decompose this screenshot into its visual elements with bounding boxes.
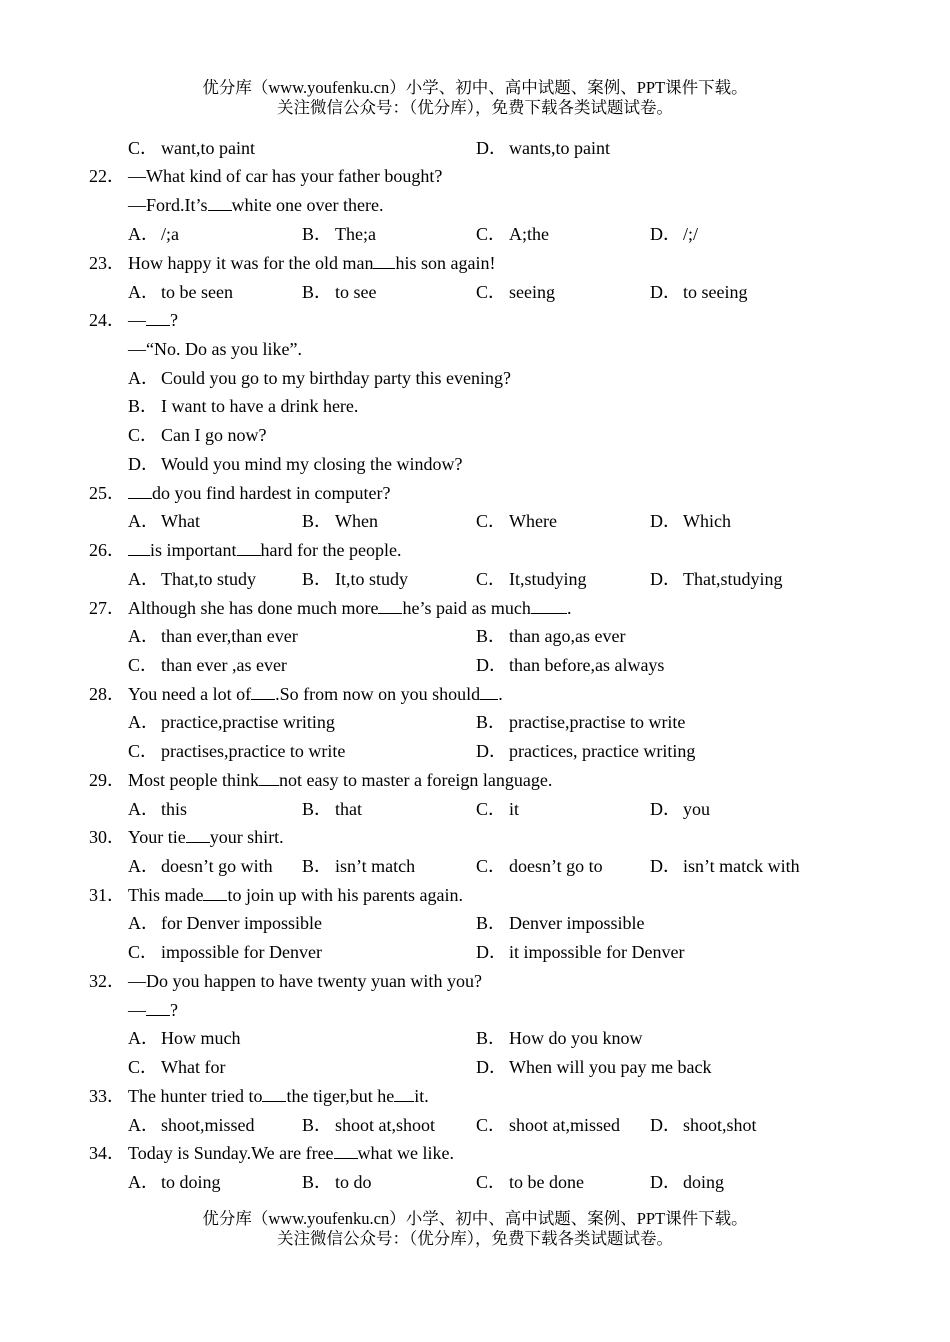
option-b[interactable]: B． When xyxy=(302,511,378,531)
answer-blank xyxy=(237,539,261,556)
option-c[interactable]: C． seeing xyxy=(476,282,555,302)
question-number: 23． xyxy=(89,253,125,273)
question-stem: —Do you happen to have twenty yuan with you? xyxy=(128,971,482,991)
option-c[interactable]: C． to be done xyxy=(476,1172,584,1192)
question-stem: Most people think not easy to master a foreign language. xyxy=(128,770,553,790)
page-header xyxy=(0,78,950,118)
option-d[interactable]: D． you xyxy=(650,799,710,819)
option-b[interactable]: B． The;a xyxy=(302,224,376,244)
option-c[interactable]: C． What for xyxy=(128,1057,226,1077)
question-stem: is important hard for the people. xyxy=(128,539,401,561)
option-a[interactable]: A． /;a xyxy=(128,224,179,244)
page-footer xyxy=(0,1209,950,1249)
footer-line-1: 优分库（www.youfenku.cn）小学、初中、高中试题、案例、PPT课件下载。 xyxy=(202,1209,748,1228)
option-a[interactable]: A． for Denver impossible xyxy=(128,913,322,933)
answer-blank xyxy=(146,999,170,1016)
question-number: 29． xyxy=(89,770,125,790)
option-d[interactable]: D． Would you mind my closing the window? xyxy=(128,454,463,474)
question-stem: do you find hardest in computer? xyxy=(128,482,390,504)
question-number: 34． xyxy=(89,1143,125,1163)
option-a[interactable]: A． to be seen xyxy=(128,282,233,302)
option-a[interactable]: A． shoot,missed xyxy=(128,1115,255,1135)
answer-blank xyxy=(378,597,402,614)
question-number: 22． xyxy=(89,166,125,186)
option-c[interactable]: C． doesn’t go to xyxy=(476,856,603,876)
question-stem: Today is Sunday.We are free what we like. xyxy=(128,1143,455,1163)
option-b[interactable]: B． to see xyxy=(302,282,377,302)
question-number: 31． xyxy=(89,885,125,905)
option-c[interactable]: C． Can I go now? xyxy=(128,425,267,445)
option-d[interactable]: D． shoot,shot xyxy=(650,1115,757,1135)
answer-blank xyxy=(146,309,170,326)
option-a[interactable]: A． practice,practise writing xyxy=(128,712,335,732)
option-a[interactable]: A． That,to study xyxy=(128,569,256,589)
option-d[interactable]: D． practices, practice writing xyxy=(476,741,696,761)
option-b[interactable]: B． isn’t match xyxy=(302,856,416,876)
option-c[interactable]: C． A;the xyxy=(476,224,549,244)
answer-blank xyxy=(373,252,395,269)
answer-blank xyxy=(531,597,567,614)
question-stem: The hunter tried to the tiger,but he it. xyxy=(128,1086,429,1106)
option-a[interactable]: A． Could you go to my birthday party this evening? xyxy=(128,368,511,388)
answer-blank xyxy=(394,1085,414,1102)
option-d[interactable]: D． it impossible for Denver xyxy=(476,942,685,962)
header-line-1: 优分库（www.youfenku.cn）小学、初中、高中试题、案例、PPT课件下载。 xyxy=(202,78,748,97)
answer-blank xyxy=(128,482,152,499)
answer-blank xyxy=(128,539,150,556)
option-d[interactable]: D． When will you pay me back xyxy=(476,1057,712,1077)
question-stem: You need a lot of .So from now on you should . xyxy=(128,684,503,704)
option-c[interactable]: C． Where xyxy=(476,511,557,531)
question-stem: This made to join up with his parents again. xyxy=(128,885,463,905)
question-stem: How happy it was for the old man his son again! xyxy=(128,253,496,273)
option-b[interactable]: B． I want to have a drink here. xyxy=(128,396,359,416)
option-a[interactable]: A． to doing xyxy=(128,1172,221,1192)
answer-blank xyxy=(186,826,210,843)
option-d[interactable]: D． than before,as always xyxy=(476,655,665,675)
option-a[interactable]: A． What xyxy=(128,511,200,531)
question-stem: — ? xyxy=(128,310,178,330)
option-d[interactable]: D． Which xyxy=(650,511,731,531)
footer-line-2: 关注微信公众号：（优分库），免费下载各类试题试卷。 xyxy=(277,1229,673,1248)
question-stem-line2: — ? xyxy=(128,1000,178,1020)
question-number: 27． xyxy=(89,598,125,618)
option-c[interactable]: C． impossible for Denver xyxy=(128,942,322,962)
option-c[interactable]: C． practises,practice to write xyxy=(128,741,346,761)
option-b[interactable]: B． to do xyxy=(302,1172,372,1192)
answer-blank xyxy=(480,683,498,700)
option-a[interactable]: A． doesn’t go with xyxy=(128,856,273,876)
option-b[interactable]: B． It,to study xyxy=(302,569,409,589)
option-d[interactable]: D． isn’t matck with xyxy=(650,856,800,876)
answer-blank xyxy=(208,194,232,211)
option-a[interactable]: A． than ever,than ever xyxy=(128,626,298,646)
option-a[interactable]: A． this xyxy=(128,799,188,819)
question-stem-line2: —Ford.It’s white one over there. xyxy=(128,195,384,215)
header-line-2: 关注微信公众号：（优分库），免费下载各类试题试卷。 xyxy=(277,98,673,117)
answer-blank xyxy=(259,769,279,786)
option-b[interactable]: B． Denver impossible xyxy=(476,913,645,933)
option-a[interactable]: A． How much xyxy=(128,1028,241,1048)
option-d[interactable]: D． wants,to paint xyxy=(476,138,610,158)
option-b[interactable]: B． than ago,as ever xyxy=(476,626,626,646)
option-b[interactable]: B． How do you know xyxy=(476,1028,643,1048)
option-d[interactable]: D． /;/ xyxy=(650,224,699,244)
question-stem: Although she has done much more he’s paid as much . xyxy=(128,598,572,618)
option-c[interactable]: C． shoot at,missed xyxy=(476,1115,620,1135)
question-number: 24． xyxy=(89,310,125,330)
answer-blank xyxy=(203,884,227,901)
option-b[interactable]: B． practise,practise to write xyxy=(476,712,686,732)
option-c[interactable]: C． It,studying xyxy=(476,569,587,589)
answer-blank xyxy=(334,1142,358,1159)
answer-blank xyxy=(251,683,275,700)
option-b[interactable]: B． shoot at,shoot xyxy=(302,1115,436,1135)
question-stem: —What kind of car has your father bought? xyxy=(128,166,443,186)
question-number: 25． xyxy=(89,483,125,503)
question-number: 30． xyxy=(89,827,125,847)
question-stem: Your tie your shirt. xyxy=(128,827,284,847)
question-number: 28． xyxy=(89,684,125,704)
question-stem-line2: —“No. Do as you like”. xyxy=(128,339,302,359)
option-c[interactable]: C． it xyxy=(476,799,520,819)
option-d[interactable]: D． doing xyxy=(650,1172,725,1192)
option-c[interactable]: C． want,to paint xyxy=(128,138,255,158)
answer-blank xyxy=(262,1085,286,1102)
option-c[interactable]: C． than ever ,as ever xyxy=(128,655,287,675)
option-d[interactable]: D． to seeing xyxy=(650,282,748,302)
question-number: 33． xyxy=(89,1086,125,1106)
option-d[interactable]: D． That,studying xyxy=(650,569,783,589)
question-number: 26． xyxy=(89,540,125,560)
option-b[interactable]: B． that xyxy=(302,799,362,819)
question-number: 32． xyxy=(89,971,125,991)
